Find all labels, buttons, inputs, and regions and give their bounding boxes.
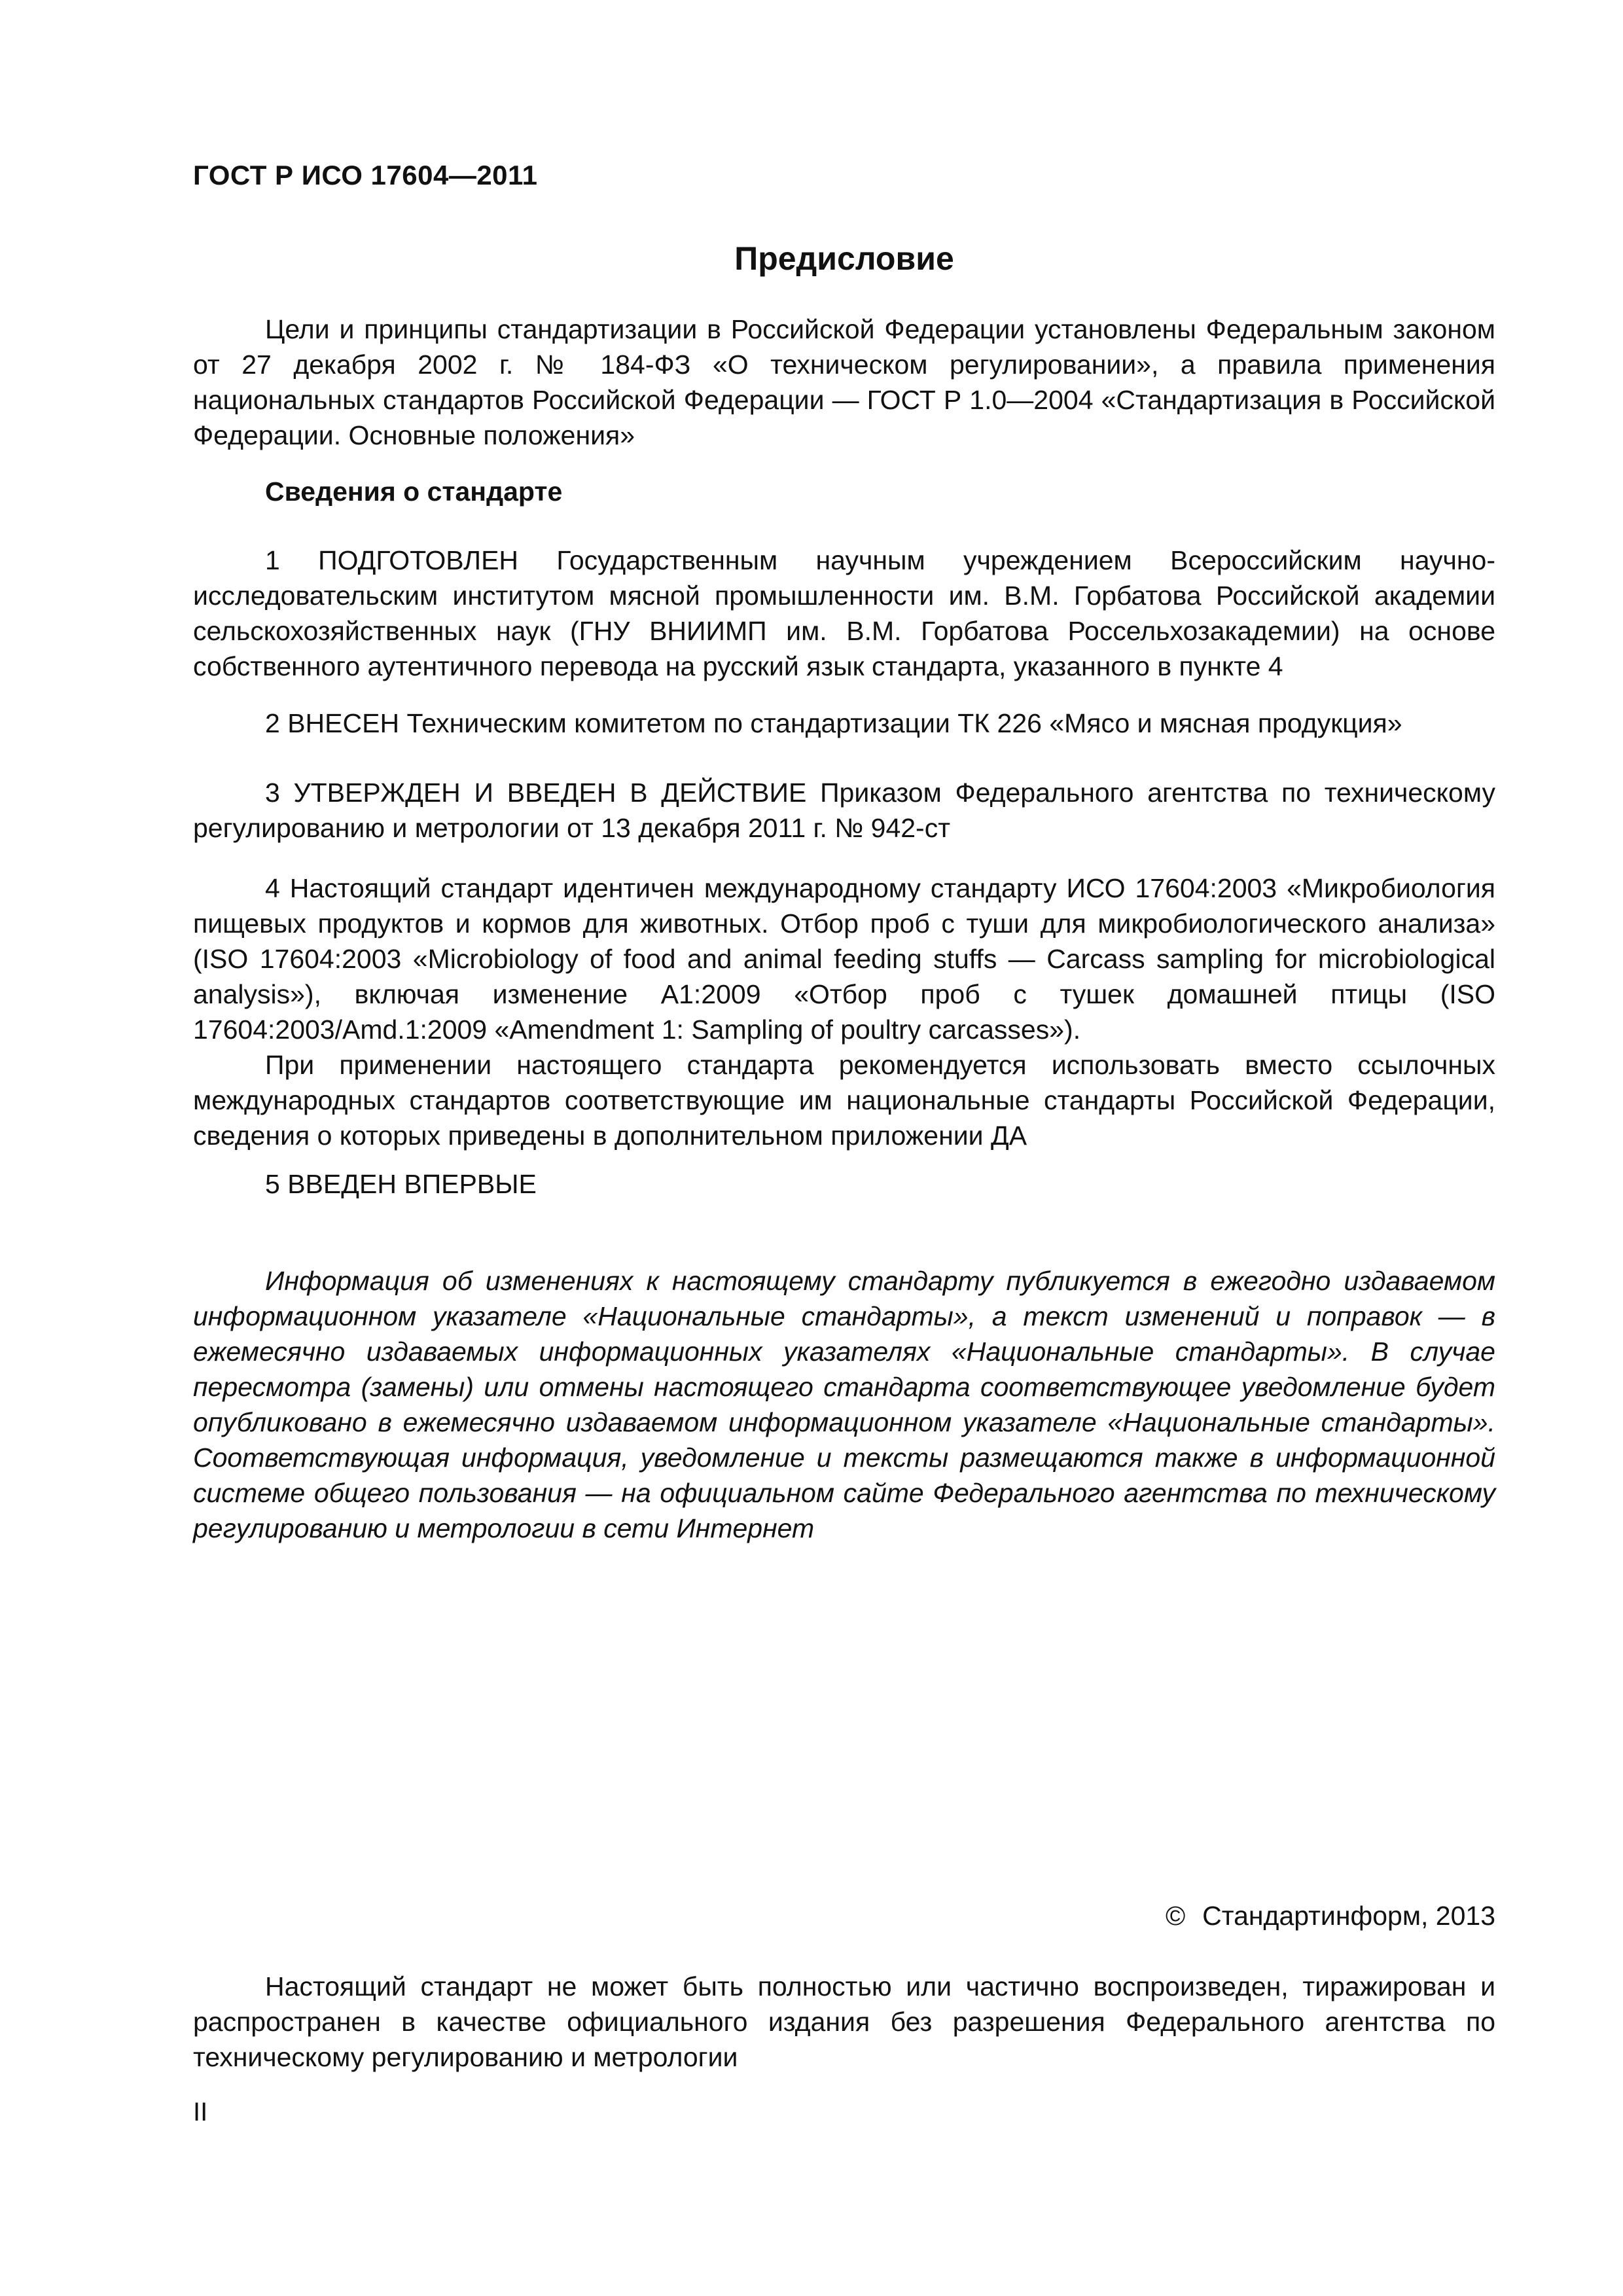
page-title: Предисловие <box>734 240 954 277</box>
copyright-text: Стандартинформ, 2013 <box>1202 1901 1495 1931</box>
item-1-section <box>193 543 1495 684</box>
copyright-line <box>1166 1901 1495 1931</box>
item-5-paragraph: 5 ВВЕДЕН ВПЕРВЫЕ <box>265 1169 537 1199</box>
item-4-section <box>193 870 1495 1153</box>
intro-paragraph: Цели и принципы стандартизации в Российской Федерации установлены Федеральным законом от 27 декабря 2002 г. № 184-ФЗ «О техническом регулировании», а правила применения национальных стандартов Российской Федерации — ГОСТ Р 1.0—2004 «Стандартизация в Российской Федерации. Основные положения» <box>193 314 1495 450</box>
item-2-paragraph: 2 ВНЕСЕН Техническим комитетом по стандартизации ТК 226 «Мясо и мясная продукция» <box>265 708 1402 738</box>
page-number: II <box>193 2098 208 2126</box>
info-heading: Сведения о стандарте <box>265 476 563 507</box>
change-info-notice <box>193 1263 1495 1546</box>
item-4-note-paragraph: При применении настоящего стандарта рекомендуется использовать вместо ссылочных международных стандартов соответствующие им национальные стандарты Российской Федерации, сведения о которых приведены в дополнительном приложении ДА <box>193 1050 1495 1151</box>
item-3-section <box>193 775 1495 846</box>
reproduction-notice-section <box>193 1969 1495 2075</box>
item-3-paragraph: 3 УТВЕРЖДЕН И ВВЕДЕН В ДЕЙСТВИЕ Приказом Федерального агентства по техническому регулированию и метрологии от 13 декабря 2011 г. № 942-ст <box>193 778 1495 843</box>
copyright-icon: © <box>1165 1901 1186 1931</box>
intro-section <box>193 312 1495 453</box>
change-info-paragraph: Информация об изменениях к настоящему стандарту публикуется в ежегодно издаваемом информационном указателе «Национальные стандарты», а текст изменений и поправок — в ежемесячно издаваемых информационных указателях «Национальные стандарты». В случае пересмотра (замены) или отмены настоящего стандарта соответствующее уведомление будет опубликовано в ежемесячно издаваемом информационном указателе «Национальные стандарты». Соответствующая информация, уведомление и тексты размещаются также в информационной системе общего пользования — на официальном сайте Федерального агентства по техническому регулированию и метрологии в сети Интернет <box>193 1266 1495 1543</box>
standard-code-header: ГОСТ Р ИСО 17604—2011 <box>193 160 538 190</box>
reproduction-notice-paragraph: Настоящий стандарт не может быть полностью или частично воспроизведен, тиражирован и распространен в качестве официального издания без разрешения Федерального агентства по техническому регулированию и метрологии <box>193 1971 1495 2072</box>
item-1-paragraph: 1 ПОДГОТОВЛЕН Государственным научным учреждением Всероссийским научно-исследовательским институтом мясной промышленности им. В.М. Горбатова Российской академии сельскохозяйственных наук (ГНУ ВНИИМП им. В.М. Горбатова Россельхозакадемии) на основе собственного аутентичного перевода на русский язык стандарта, указанного в пункте 4 <box>193 545 1495 681</box>
item-4-paragraph: 4 Настоящий стандарт идентичен международному стандарту ИСО 17604:2003 «Микробиология пищевых продуктов и кормов для животных. Отбор проб с туши для микробиологического анализа» (ISO 17604:2003 «Microbiology of food and animal feeding stuffs — Carcass sampling for microbiological analysis»), включая изменение А1:2009 «Отбор проб с тушек домашней птицы (ISO 17604:2003/Amd.1:2009 «Amendment 1: Sampling of poultry carcasses»). <box>193 873 1495 1045</box>
